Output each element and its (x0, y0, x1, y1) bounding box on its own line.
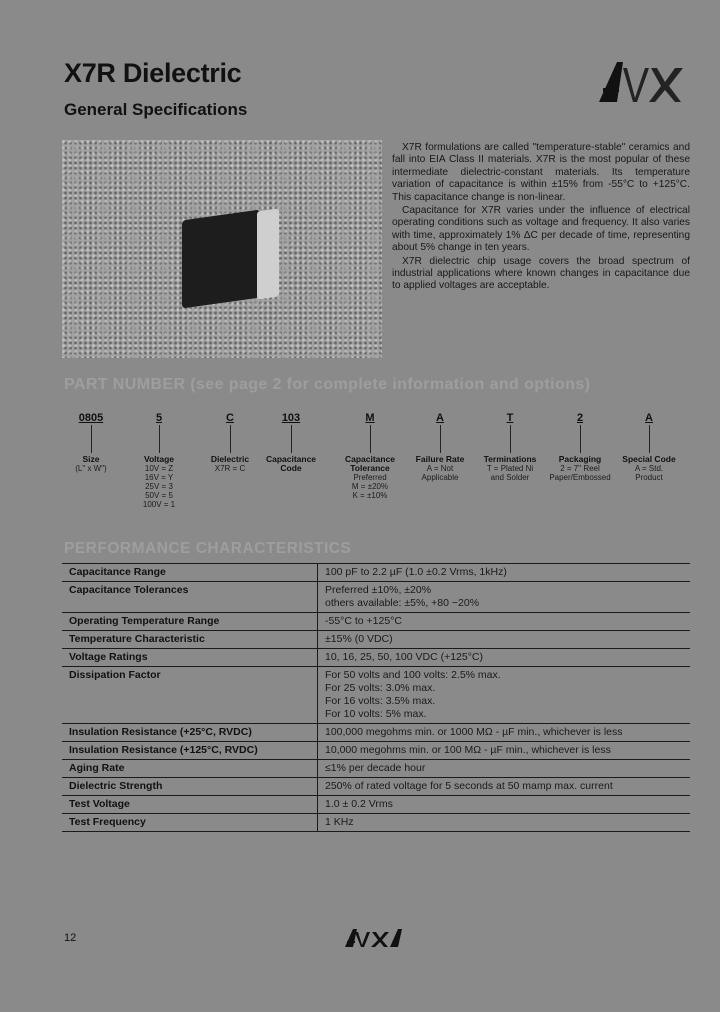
part-number-code: A (436, 412, 444, 424)
part-number-option: K = ±10% (352, 491, 388, 500)
leader-line (370, 425, 371, 453)
table-row (62, 564, 690, 582)
value-line: Preferred ±10%, ±20% (325, 584, 432, 596)
parameter-name: Dissipation Factor (62, 667, 318, 724)
part-number-field (475, 412, 545, 482)
part-number-option: 100V = 1 (142, 500, 176, 509)
parameter-name: Temperature Characteristic (62, 631, 318, 649)
table-row (62, 814, 690, 832)
leader-line (230, 425, 231, 453)
intro-paragraph: Capacitance for X7R varies under the influence of electrical operating conditions such as voltage and frequency. It also varies with time, approximately 1% ΔC per decade of time, representing about 5% change in ten years. (392, 205, 690, 254)
chip-termination (257, 208, 279, 299)
parameter-value (318, 724, 691, 742)
parameter-name: Capacitance Range (62, 564, 318, 582)
intro-text (392, 142, 690, 294)
parameter-name: Test Frequency (62, 814, 318, 832)
table-row (62, 649, 690, 667)
table-row (62, 631, 690, 649)
part-number-field (405, 412, 475, 482)
part-number-label: Capacitance Code (265, 454, 317, 473)
value-line: For 50 volts and 100 volts: 2.5% max. (325, 669, 501, 681)
value-line: For 25 volts: 3.0% max. (325, 682, 436, 694)
parameter-name: Dielectric Strength (62, 778, 318, 796)
value-line: 10, 16, 25, 50, 100 VDC (+125°C) (325, 651, 484, 663)
parameter-value (318, 814, 691, 832)
part-number-label: Capacitance Tolerance (344, 454, 396, 473)
part-number-code: 2 (576, 412, 584, 424)
part-number-option: (L" x W") (75, 464, 107, 473)
part-number-label: Voltage (143, 454, 175, 464)
part-number-field (335, 412, 405, 500)
part-number-field (56, 412, 126, 473)
part-number-label: Failure Rate (415, 454, 465, 464)
value-line: For 16 volts: 3.5% max. (325, 695, 436, 707)
part-number-label: Special Code (622, 454, 676, 464)
part-number-option: Preferred (353, 473, 387, 482)
performance-heading: PERFORMANCE CHARACTERISTICS (64, 540, 352, 557)
parameter-value (318, 667, 691, 724)
part-number-option: M = ±20% (351, 482, 389, 491)
table-row (62, 778, 690, 796)
leader-line (291, 425, 292, 453)
value-line: 1 KHz (325, 816, 354, 828)
part-number-field (256, 412, 326, 473)
parameter-name: Capacitance Tolerances (62, 582, 318, 613)
part-number-code: 103 (281, 412, 301, 424)
part-number-option: 16V = Y (144, 473, 174, 482)
part-number-code: C (226, 412, 234, 424)
avx-footer-logo (344, 928, 408, 948)
value-line: 250% of rated voltage for 5 seconds at 50 mamp max. current (325, 780, 613, 792)
table-row (62, 724, 690, 742)
page-subtitle: General Specifications (64, 100, 248, 119)
chip-photo (62, 140, 382, 358)
value-line: 1.0 ± 0.2 Vrms (325, 798, 393, 810)
parameter-value (318, 796, 691, 814)
part-number-option: 2 = 7" Reel (560, 464, 600, 473)
leader-line (510, 425, 511, 453)
part-number-option: T = Plated Ni (486, 464, 534, 473)
part-number-option: Applicable (421, 473, 459, 482)
value-line: others available: ±5%, +80 −20% (325, 597, 480, 609)
table-row (62, 742, 690, 760)
part-number-code: 5 (155, 412, 163, 424)
value-line: ≤1% per decade hour (325, 762, 426, 774)
performance-table (62, 563, 690, 832)
part-number-option: 10V = Z (144, 464, 174, 473)
parameter-value (318, 649, 691, 667)
parameter-value (318, 613, 691, 631)
leader-line (159, 425, 160, 453)
part-number-field (614, 412, 684, 482)
parameter-name: Operating Temperature Range (62, 613, 318, 631)
value-line: ±15% (0 VDC) (325, 633, 393, 645)
table-row (62, 760, 690, 778)
parameter-name: Insulation Resistance (+125°C, RVDC) (62, 742, 318, 760)
intro-paragraph: X7R dielectric chip usage covers the broad spectrum of industrial applications where known changes in capacitance due to applied voltages are acceptable. (392, 255, 690, 292)
page-title: X7R Dielectric (64, 58, 242, 88)
part-number-heading: PART NUMBER (see page 2 for complete information and options) (64, 376, 591, 393)
part-number-code: T (506, 412, 514, 424)
part-number-code: 0805 (78, 412, 104, 424)
part-number-option: A = Std. (634, 464, 664, 473)
parameter-value (318, 760, 691, 778)
table-row (62, 667, 690, 724)
leader-line (440, 425, 441, 453)
leader-line (649, 425, 650, 453)
table-row (62, 582, 690, 613)
parameter-value (318, 742, 691, 760)
value-line: 100,000 megohms min. or 1000 MΩ - µF min., whichever is less (325, 726, 623, 738)
part-number-label: Terminations (483, 454, 537, 464)
parameter-name: Insulation Resistance (+25°C, RVDC) (62, 724, 318, 742)
part-number-field (545, 412, 615, 482)
part-number-code: M (365, 412, 375, 424)
part-number-label: Packaging (558, 454, 602, 464)
part-number-field (195, 412, 265, 473)
leader-line (580, 425, 581, 453)
part-number-option: and Solder (490, 473, 530, 482)
chip-body (182, 210, 260, 309)
part-number-label: Size (82, 454, 100, 464)
value-line: 10,000 megohms min. or 100 MΩ - µF min., whichever is less (325, 744, 611, 756)
parameter-value (318, 631, 691, 649)
value-line: 100 pF to 2.2 µF (1.0 ±0.2 Vrms, 1kHz) (325, 566, 507, 578)
parameter-name: Voltage Ratings (62, 649, 318, 667)
value-line: -55°C to +125°C (325, 615, 402, 627)
leader-line (91, 425, 92, 453)
value-line: For 10 volts: 5% max. (325, 708, 427, 720)
parameter-name: Test Voltage (62, 796, 318, 814)
table-row (62, 796, 690, 814)
part-number-option: 25V = 3 (145, 482, 173, 491)
table-row (62, 613, 690, 631)
part-number-option: X7R = C (214, 464, 246, 473)
intro-paragraph: X7R formulations are called "temperature-stable" ceramics and fall into EIA Class II materials. X7R is the most popular of these intermediate dielectric-constant materials. Its temperature variation of capacitance is within ±15% from -55°C to +125°C. This capacitance change is non-linear. (392, 142, 690, 203)
parameter-value (318, 778, 691, 796)
part-number-option: A = Not (426, 464, 454, 473)
part-number-label: Dielectric (210, 454, 250, 464)
part-number-option: Product (635, 473, 663, 482)
part-number-option: 50V = 5 (145, 491, 173, 500)
parameter-value (318, 582, 691, 613)
parameter-value (318, 564, 691, 582)
part-number-code: A (645, 412, 653, 424)
parameter-name: Aging Rate (62, 760, 318, 778)
avx-logo (597, 58, 692, 104)
part-number-field (124, 412, 194, 509)
part-number-option: Paper/Embossed (549, 473, 611, 482)
page-number: 12 (64, 932, 77, 944)
